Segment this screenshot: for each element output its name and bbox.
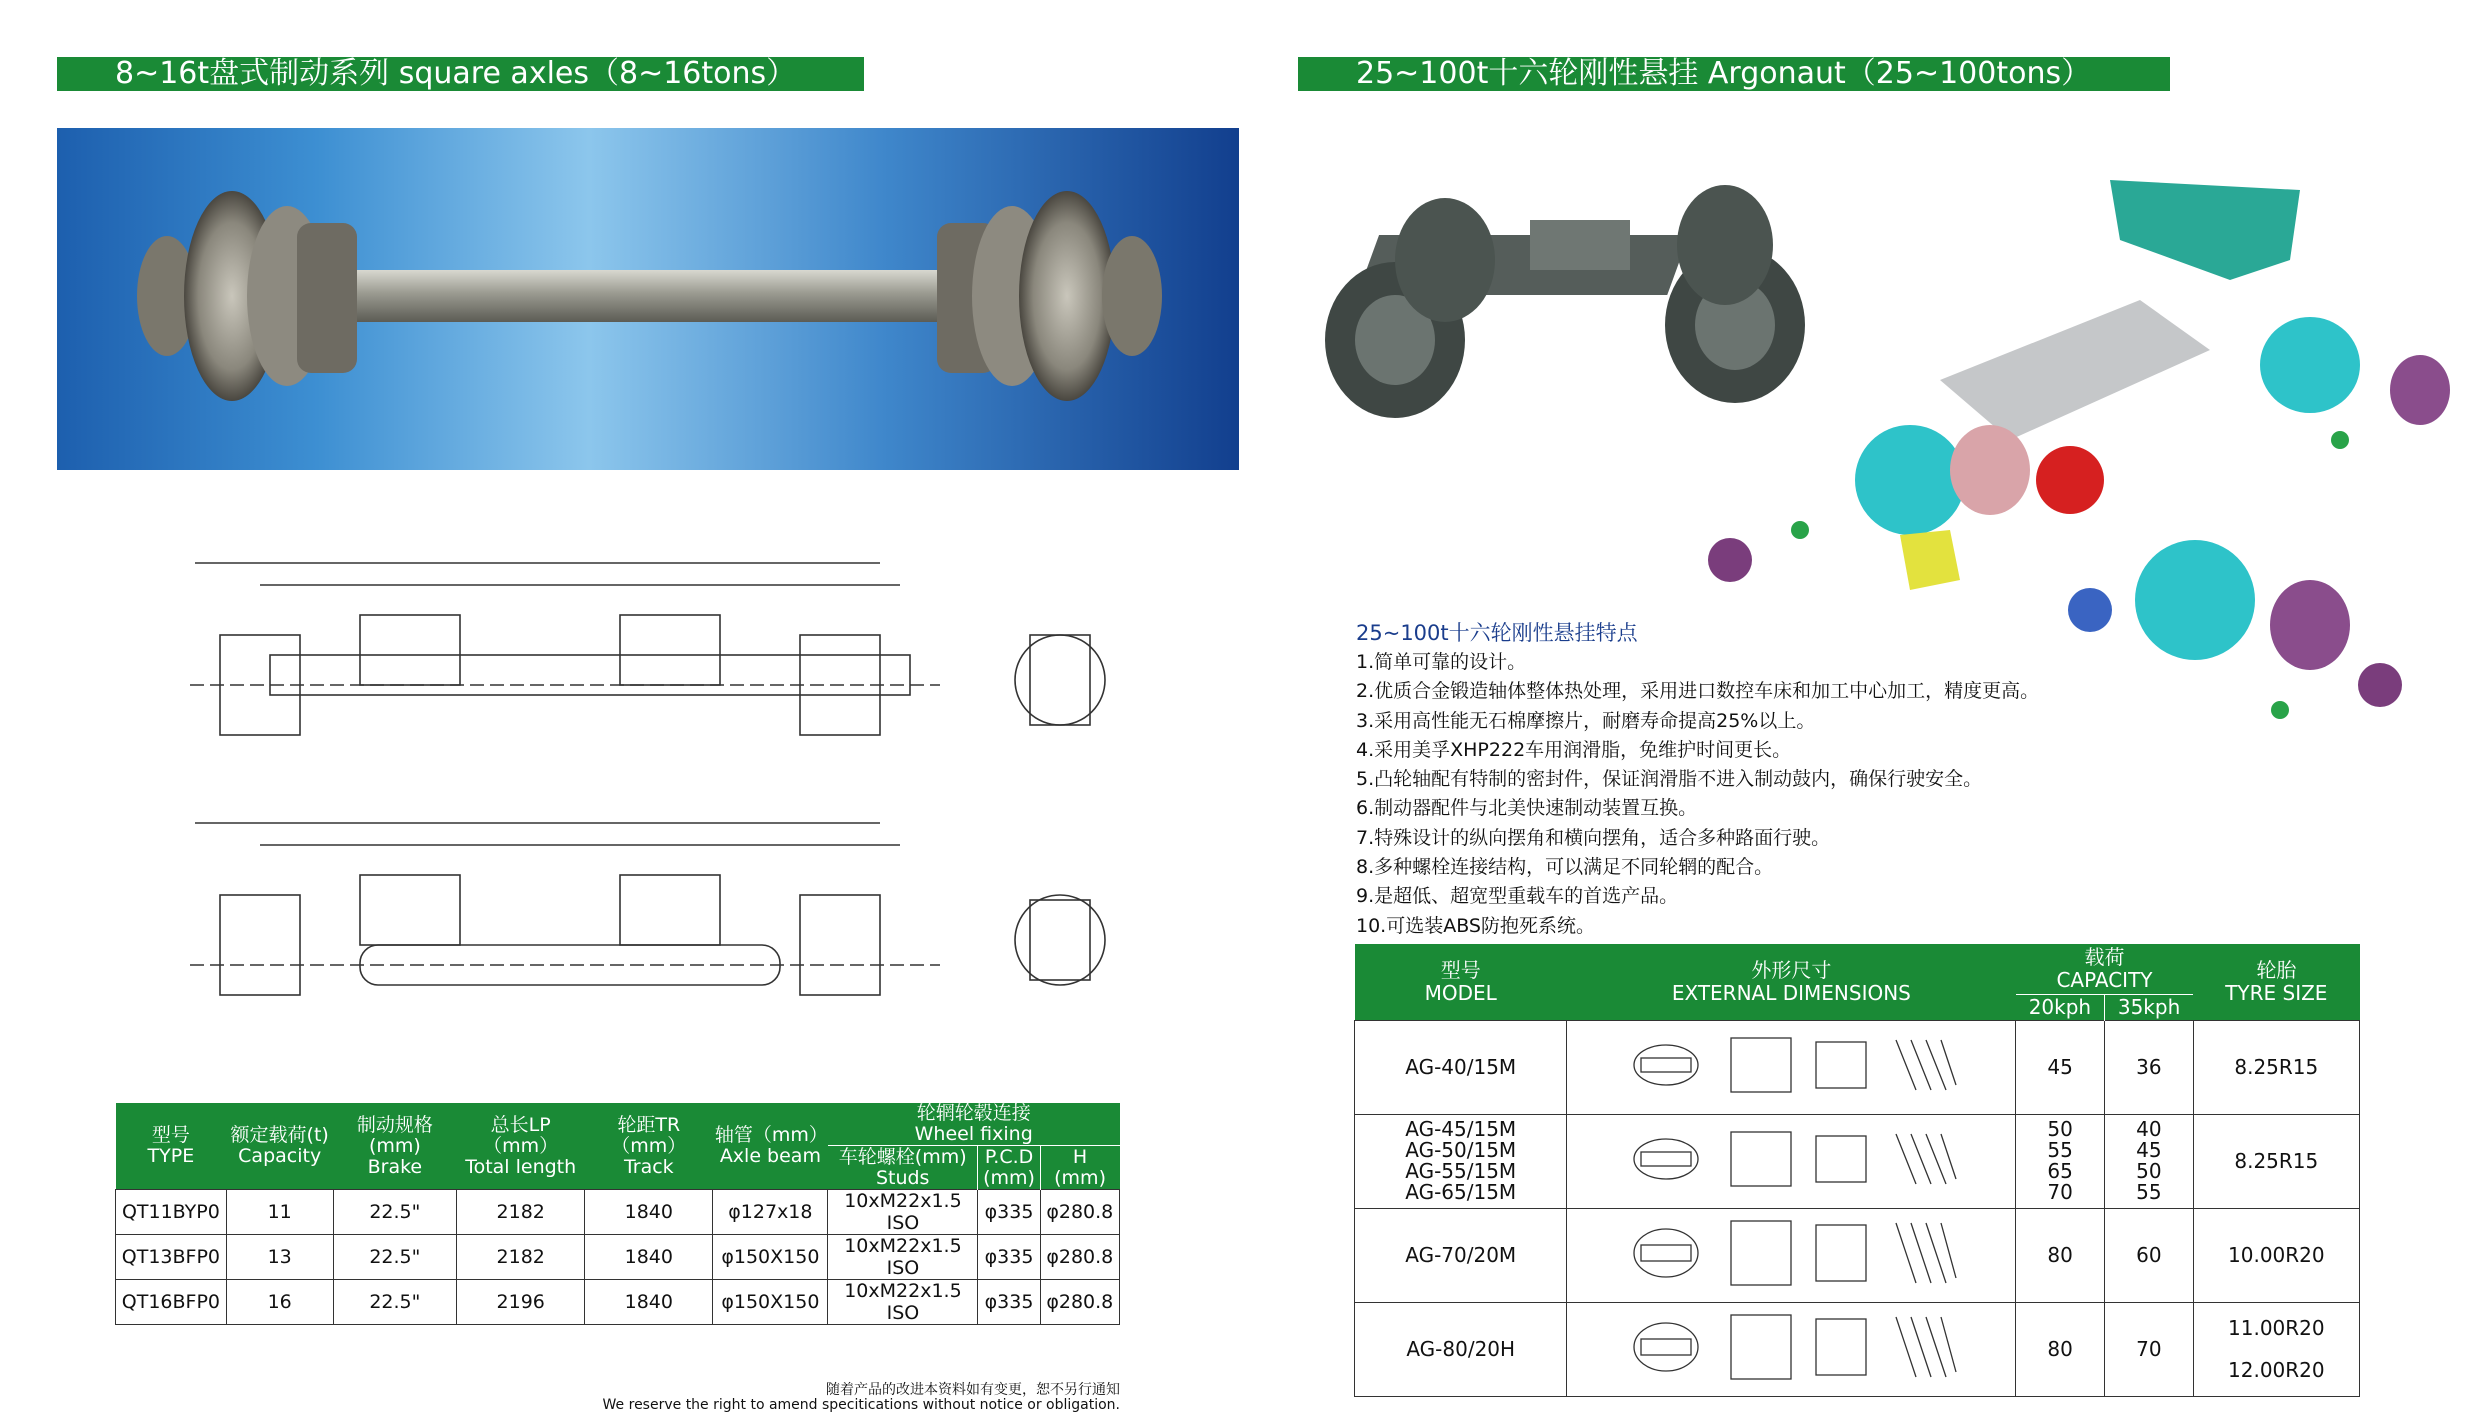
th-tyre-size: 轮胎 TYRE SIZE (2193, 944, 2359, 1020)
th-brake: 制动规格(mm) Brake (333, 1103, 457, 1190)
th-20kph: 20kph (2016, 994, 2105, 1020)
cell: 10xM22x1.5 ISO (828, 1280, 978, 1325)
cell: φ280.8 (1040, 1235, 1119, 1280)
disclaimer-en: We reserve the right to amend specitications without notice or obligation. (602, 1397, 1120, 1413)
th-capacity: 额定载荷(t) Capacity (226, 1103, 333, 1190)
cell: QT16BFP0 (116, 1280, 227, 1325)
capacity-35kph: 70 (2104, 1302, 2193, 1396)
table-row (1355, 1208, 2360, 1302)
th-studs: 车轮螺栓(mm) Studs (828, 1146, 978, 1190)
cell: 2182 (457, 1190, 585, 1235)
model-cell: AG-40/15M (1355, 1020, 1567, 1114)
dims-drawing (1567, 1302, 2016, 1396)
th-model: 型号 MODEL (1355, 944, 1567, 1020)
list-item: 6.制动器配件与北美快速制动装置互换。 (1356, 797, 1698, 820)
th-pcd: P.C.D (mm) (978, 1146, 1040, 1190)
cell: φ127x18 (713, 1190, 828, 1235)
cell: 22.5" (333, 1190, 457, 1235)
th-capacity: 载荷 CAPACITY (2016, 944, 2193, 994)
tyre-size: 11.00R20 12.00R20 (2193, 1302, 2359, 1396)
table-row (1355, 1114, 2360, 1208)
cell: 22.5" (333, 1235, 457, 1280)
cell: φ335 (978, 1280, 1040, 1325)
table-row (116, 1190, 1120, 1235)
list-item: 8.多种螺栓连接结构，可以满足不同轮辋的配合。 (1356, 856, 1774, 879)
list-item: 7.特殊设计的纵向摆角和横向摆角，适合多种路面行驶。 (1356, 826, 1831, 849)
cell: φ280.8 (1040, 1190, 1119, 1235)
capacity-20kph: 45 (2016, 1020, 2105, 1114)
list-item: 10.可选装ABS防抱死系统。 (1356, 914, 1595, 937)
capacity-35kph: 60 (2104, 1208, 2193, 1302)
cell: 11 (226, 1190, 333, 1235)
tyre-size: 8.25R15 (2193, 1114, 2359, 1208)
axle-drawing-bottom (160, 805, 1110, 1055)
th-track: 轮距TR（mm） Track (585, 1103, 713, 1190)
model-cell: AG-45/15M AG-50/15M AG-55/15M AG-65/15M (1355, 1114, 1567, 1208)
list-item: 9.是超低、超宽型重载车的首选产品。 (1356, 885, 1679, 908)
model-cell: AG-80/20H (1355, 1302, 1567, 1396)
cell: 1840 (585, 1190, 713, 1235)
capacity-35kph: 36 (2104, 1020, 2193, 1114)
cell: 10xM22x1.5 ISO (828, 1190, 978, 1235)
th-total-length: 总长LP（mm） Total length (457, 1103, 585, 1190)
cell: φ150X150 (713, 1235, 828, 1280)
list-item: 5.凸轮轴配有特制的密封件，保证润滑脂不进入制动鼓内，确保行驶安全。 (1356, 768, 1983, 791)
square-axles-spec-table (115, 1103, 1120, 1325)
cell: φ335 (978, 1235, 1040, 1280)
th-wheel-fixing: 轮辋轮毂连接 Wheel fixing (828, 1103, 1120, 1146)
th-axle-beam: 轴管（mm） Axle beam (713, 1103, 828, 1190)
section-header-argonaut: 25~100t十六轮刚性悬挂 Argonaut（25~100tons） (1298, 57, 2170, 91)
cell: 22.5" (333, 1280, 457, 1325)
cell: 1840 (585, 1235, 713, 1280)
cell: 13 (226, 1235, 333, 1280)
model-cell: AG-70/20M (1355, 1208, 1567, 1302)
argonaut-model-table (1354, 944, 2360, 1397)
th-35kph: 35kph (2104, 994, 2193, 1020)
tyre-size: 10.00R20 (2193, 1208, 2359, 1302)
cell: 10xM22x1.5 ISO (828, 1235, 978, 1280)
axle-drawing-top (160, 545, 1110, 795)
features-title: 25~100t十六轮刚性悬挂特点 (1356, 621, 1638, 645)
list-item: 4.采用美孚XHP222车用润滑脂，免维护时间更长。 (1356, 738, 1792, 761)
capacity-20kph: 80 (2016, 1302, 2105, 1396)
capacity-20kph: 80 (2016, 1208, 2105, 1302)
dims-drawing (1567, 1208, 2016, 1302)
features-list (1356, 648, 2039, 941)
table-row (116, 1280, 1120, 1325)
cell: φ335 (978, 1190, 1040, 1235)
cell: 1840 (585, 1280, 713, 1325)
axle-photo (57, 128, 1239, 470)
disclaimer-cn: 随着产品的改进本资料如有变更，恕不另行通知 (826, 1382, 1120, 1398)
dims-drawing (1567, 1114, 2016, 1208)
cell: 16 (226, 1280, 333, 1325)
cell: QT11BYP0 (116, 1190, 227, 1235)
cell: 2196 (457, 1280, 585, 1325)
table-row (1355, 1302, 2360, 1396)
th-type: 型号 TYPE (116, 1103, 227, 1190)
dims-drawing (1567, 1020, 2016, 1114)
list-item: 3.采用高性能无石棉摩擦片，耐磨寿命提高25%以上。 (1356, 709, 1816, 732)
cell: φ150X150 (713, 1280, 828, 1325)
section-header-square-axles: 8~16t盘式制动系列 square axles（8~16tons） (57, 57, 864, 91)
th-h: H (mm) (1040, 1146, 1119, 1190)
table-row (116, 1235, 1120, 1280)
capacity-35kph: 40 45 50 55 (2104, 1114, 2193, 1208)
cell: 2182 (457, 1235, 585, 1280)
capacity-20kph: 50 55 65 70 (2016, 1114, 2105, 1208)
th-external-dimensions: 外形尺寸 EXTERNAL DIMENSIONS (1567, 944, 2016, 1020)
list-item: 1.简单可靠的设计。 (1356, 651, 1527, 673)
list-item: 2.优质合金锻造轴体整体热处理，采用进口数控车床和加工中心加工，精度更高。 (1356, 680, 2040, 703)
cell: φ280.8 (1040, 1280, 1119, 1325)
table-row (1355, 1020, 2360, 1114)
tyre-size: 8.25R15 (2193, 1020, 2359, 1114)
cell: QT13BFP0 (116, 1235, 227, 1280)
